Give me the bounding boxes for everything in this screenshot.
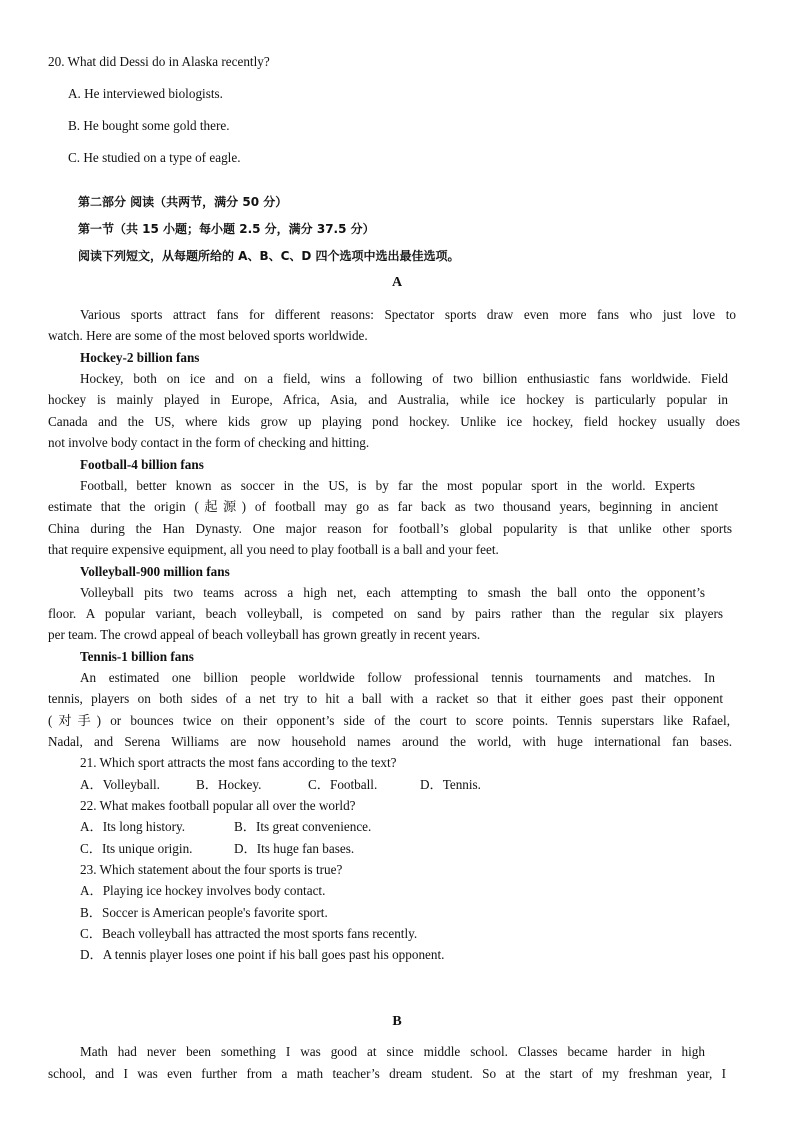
passage-a-text-line: An estimated one billion people worldwide follow professional tennis tournaments and matches. In <box>80 670 715 685</box>
passage-a-text-line: estimate that the origin (起源) of football may go as far back as two thousand years, beginning in ancient <box>48 499 718 514</box>
passage-a-intro-line: watch. Here are some of the most beloved sports worldwide. <box>48 328 368 343</box>
passage-a-text-line: (对手) or bounces twice on their opponent’s side of the court to score points. Tennis superstars like Rafael, <box>48 713 730 728</box>
part2-section-title: 第一节（共 15 小题；每小题 2.5 分，满分 37.5 分） <box>78 222 375 236</box>
passage-a-text-line: Hockey, both on ice and on a field, wins a following of two billion enthusiastic fans worldwide. Field <box>80 371 728 386</box>
passage-a-text-line: tennis, players on both sides of a net try to hit a ball with a racket so that it either goes past their opponent <box>48 691 723 706</box>
question-22-stem: 22. What makes football popular all over the world? <box>80 798 356 813</box>
section-heading-volleyball: Volleyball-900 million fans <box>80 564 230 579</box>
question-20-option-b: B. He bought some gold there. <box>68 118 230 133</box>
passage-a-label: A <box>391 275 403 290</box>
part2-title: 第二部分 阅读（共两节，满分 50 分） <box>78 195 288 209</box>
passage-a-text-line: that require expensive equipment, all you need to play football is a ball and your feet. <box>48 542 499 557</box>
question-22-option-d: D．Its huge fan bases. <box>234 841 355 856</box>
question-22-options-row-2 <box>48 841 748 857</box>
passage-a-text-line: China during the Han Dynasty. One major reason for football’s global popularity is that unlike other sports <box>48 521 732 536</box>
question-22-option-c: C．Its unique origin. <box>80 841 193 856</box>
question-21-options <box>48 777 748 793</box>
passage-b-text-line: school, and I was even further from a math teacher’s dream student. So at the start of my freshman year, I <box>48 1066 726 1081</box>
section-heading-hockey: Hockey-2 billion fans <box>80 350 200 365</box>
passage-a-text-line: Canada and the US, where kids grow up playing pond hockey. Unlike ice hockey, field hockey usually does <box>48 414 740 429</box>
section-heading-football: Football-4 billion fans <box>80 457 204 472</box>
passage-a-intro-line: Various sports attract fans for different reasons: Spectator sports draw even more fans who just love to <box>80 307 736 322</box>
section-heading-tennis: Tennis-1 billion fans <box>80 649 194 664</box>
passage-b-label: B <box>392 1014 402 1029</box>
question-22-option-b: B．Its great convenience. <box>234 819 372 834</box>
passage-b-text-line: Math had never been something I was good at since middle school. Classes became harder in high <box>80 1044 705 1059</box>
question-22-option-a: A．Its long history. <box>80 819 186 834</box>
question-21-option-c: C．Football. <box>308 777 378 792</box>
passage-a-text-line: Nadal, and Serena Williams are now household names around the world, with huge international fan bases. <box>48 734 732 749</box>
question-23-stem: 23. Which statement about the four sports is true? <box>80 862 343 877</box>
part2-instruction: 阅读下列短文，从每题所给的 A、B、C、D 四个选项中选出最佳选项。 <box>78 249 460 263</box>
passage-a-text-line: per team. The crowd appeal of beach volleyball has grown greatly in recent years. <box>48 627 481 642</box>
question-23-option-c: C．Beach volleyball has attracted the most sports fans recently. <box>80 926 418 941</box>
question-21-option-b: B．Hockey. <box>196 777 262 792</box>
question-21-option-a: A．Volleyball. <box>80 777 160 792</box>
question-23-option-a: A．Playing ice hockey involves body contact. <box>80 883 326 898</box>
question-23-option-b: B．Soccer is American people's favorite sport. <box>80 905 328 920</box>
question-20-stem: 20. What did Dessi do in Alaska recently? <box>48 54 270 69</box>
question-21-stem: 21. Which sport attracts the most fans according to the text? <box>80 755 397 770</box>
passage-a-text-line: floor. A popular variant, beach volleyball, is competed on sand by pairs rather than the regular six players <box>48 606 723 621</box>
passage-a-text-line: Football, better known as soccer in the US, is by far the most popular sport in the world. Experts <box>80 478 695 493</box>
question-21-option-d: D．Tennis. <box>420 777 481 792</box>
passage-a-text-line: Volleyball pits two teams across a high net, each attempting to smash the ball onto the opponent’s <box>80 585 705 600</box>
question-23-option-d: D．A tennis player loses one point if his ball goes past his opponent. <box>80 947 445 962</box>
question-22-options-row-1 <box>48 819 748 835</box>
passage-a-text-line: hockey is mainly played in Europe, Africa, Asia, and Australia, while ice hockey is particularly popular in <box>48 392 728 407</box>
question-20-option-c: C. He studied on a type of eagle. <box>68 150 241 165</box>
question-20-option-a: A. He interviewed biologists. <box>68 86 223 101</box>
passage-a-text-line: not involve body contact in the form of checking and hitting. <box>48 435 370 450</box>
